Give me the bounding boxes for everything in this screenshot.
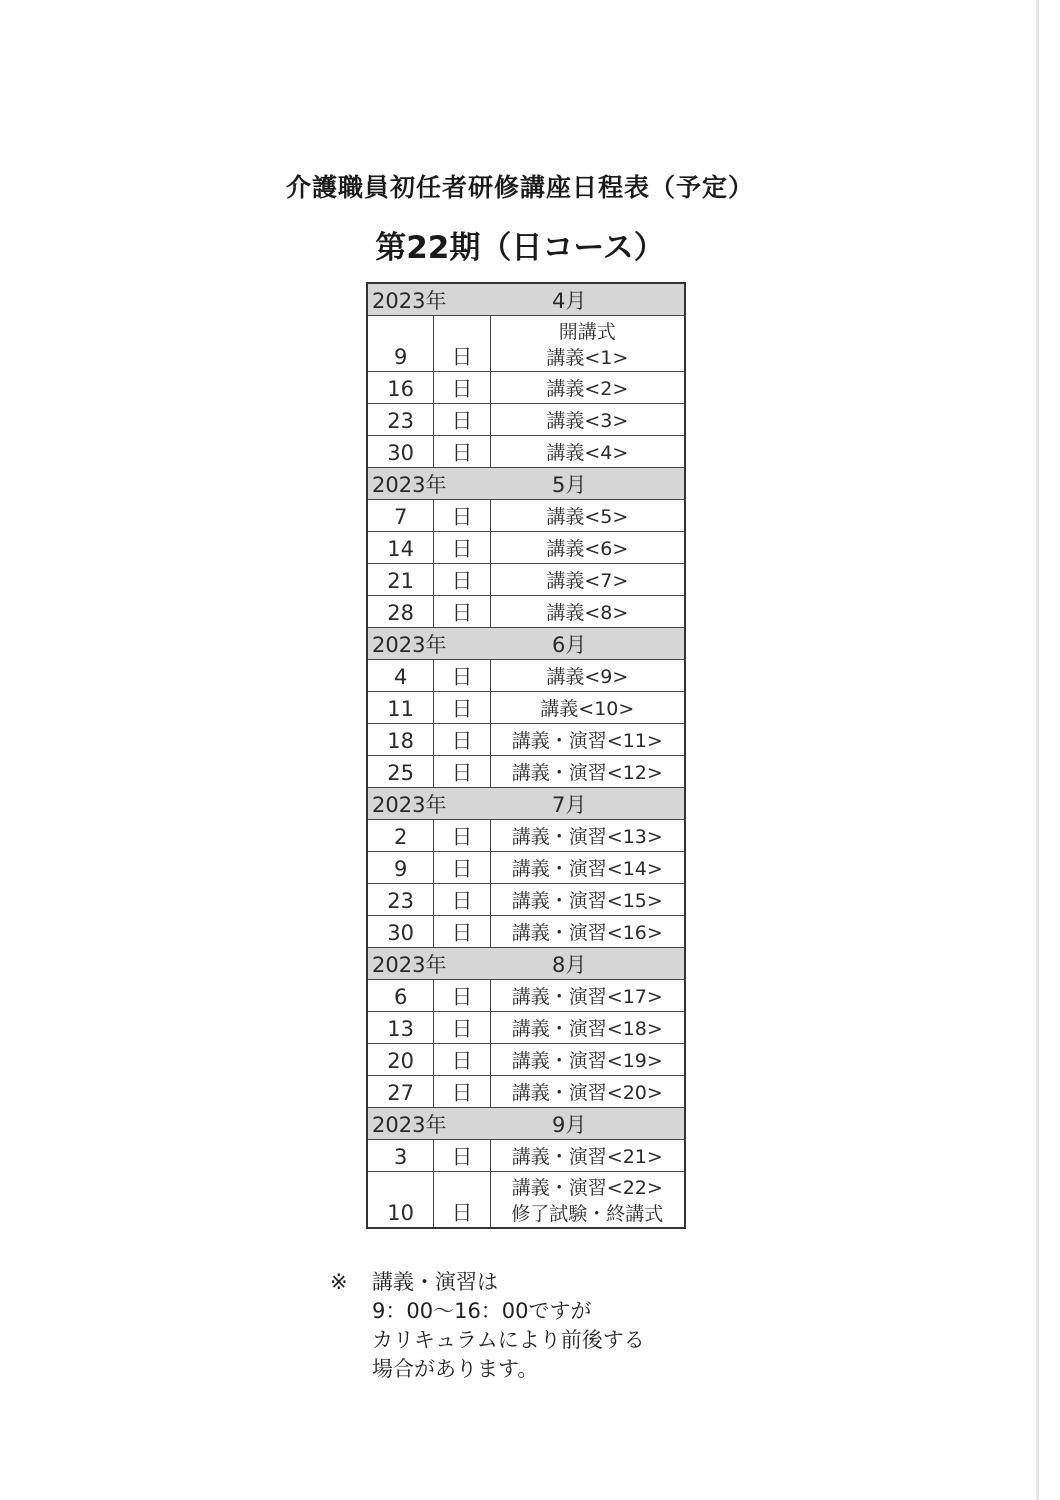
weekday-cell: 日	[434, 1172, 490, 1229]
schedule-row	[367, 564, 685, 596]
event-cell	[490, 316, 685, 372]
event-label: 講義・演習<17>	[511, 986, 663, 1008]
weekday-cell: 日	[434, 532, 490, 564]
day-cell: 25	[367, 756, 434, 788]
month-name: 8月	[552, 953, 587, 977]
day-cell: 4	[367, 660, 434, 692]
schedule-row	[367, 1012, 685, 1044]
weekday-cell: 日	[434, 1140, 490, 1172]
month-header-row	[367, 283, 685, 316]
page-subtitle: 第22期（日コース）	[375, 230, 665, 266]
schedule-row	[367, 316, 685, 372]
month-year: 2023年	[372, 289, 447, 313]
day-cell: 10	[367, 1172, 434, 1229]
event-label: 講義<4>	[546, 442, 629, 464]
month-name: 5月	[552, 473, 587, 497]
event-cell	[490, 884, 685, 916]
event-label: 講義・演習<18>	[511, 1018, 663, 1040]
schedule-row	[367, 1140, 685, 1172]
month-header-row	[367, 788, 685, 820]
schedule-row	[367, 980, 685, 1012]
day-cell: 11	[367, 692, 434, 724]
schedule-row	[367, 532, 685, 564]
schedule-row	[367, 436, 685, 468]
event-label: 講義・演習<15>	[511, 890, 663, 912]
month-year: 2023年	[372, 1113, 447, 1137]
schedule-row	[367, 596, 685, 628]
month-name: 7月	[552, 793, 587, 817]
schedule-table	[366, 282, 686, 1229]
day-cell: 28	[367, 596, 434, 628]
weekday-cell: 日	[434, 436, 490, 468]
day-cell: 30	[367, 436, 434, 468]
event-label: 講義・演習<11>	[511, 730, 663, 752]
weekday-cell: 日	[434, 1076, 490, 1108]
weekday-cell: 日	[434, 564, 490, 596]
month-header	[367, 948, 685, 980]
schedule-row	[367, 660, 685, 692]
event-cell	[490, 1172, 685, 1229]
page-title: 介護職員初任者研修講座日程表（予定）	[285, 173, 754, 202]
event-label: 講義<5>	[546, 506, 629, 528]
weekday-cell: 日	[434, 724, 490, 756]
month-year: 2023年	[372, 953, 447, 977]
event-cell	[490, 756, 685, 788]
month-name: 9月	[552, 1113, 587, 1137]
schedule-row	[367, 1076, 685, 1108]
schedule-row	[367, 852, 685, 884]
day-cell: 16	[367, 372, 434, 404]
day-cell: 7	[367, 500, 434, 532]
weekday-cell: 日	[434, 372, 490, 404]
weekday-cell: 日	[434, 820, 490, 852]
event-label: 講義・演習<21>	[511, 1146, 663, 1168]
footnote-line: カリキュラムにより前後する	[372, 1328, 645, 1352]
month-header	[367, 283, 685, 316]
event-label: 講義・演習<14>	[511, 858, 663, 880]
day-cell: 23	[367, 404, 434, 436]
event-cell	[490, 916, 685, 948]
event-label: 講義・演習<16>	[511, 922, 663, 944]
event-cell	[490, 820, 685, 852]
event-cell	[490, 1076, 685, 1108]
weekday-cell: 日	[434, 316, 490, 372]
weekday-cell: 日	[434, 916, 490, 948]
event-label: 講義・演習<19>	[511, 1050, 663, 1072]
event-label: 開講式	[558, 321, 616, 343]
event-cell	[490, 372, 685, 404]
event-label: 講義<9>	[546, 666, 629, 688]
day-cell: 3	[367, 1140, 434, 1172]
schedule-row	[367, 404, 685, 436]
day-cell: 30	[367, 916, 434, 948]
month-year: 2023年	[372, 793, 447, 817]
weekday-cell: 日	[434, 884, 490, 916]
schedule-row	[367, 820, 685, 852]
day-cell: 20	[367, 1044, 434, 1076]
event-label: 講義・演習<22>	[511, 1177, 663, 1199]
day-cell: 14	[367, 532, 434, 564]
day-cell: 6	[367, 980, 434, 1012]
weekday-cell: 日	[434, 1012, 490, 1044]
schedule-row	[367, 884, 685, 916]
schedule-row	[367, 756, 685, 788]
month-header	[367, 468, 685, 500]
month-header-row	[367, 948, 685, 980]
schedule-row	[367, 724, 685, 756]
month-header	[367, 1108, 685, 1140]
month-header-row	[367, 468, 685, 500]
event-cell	[490, 436, 685, 468]
schedule-row	[367, 1044, 685, 1076]
event-cell	[490, 564, 685, 596]
event-cell	[490, 1044, 685, 1076]
month-header	[367, 628, 685, 660]
schedule-row	[367, 692, 685, 724]
weekday-cell: 日	[434, 852, 490, 884]
event-cell	[490, 500, 685, 532]
event-cell	[490, 980, 685, 1012]
day-cell: 23	[367, 884, 434, 916]
footnote-line: 講義・演習は	[372, 1270, 498, 1294]
footnote-mark: ※	[330, 1270, 348, 1294]
weekday-cell: 日	[434, 756, 490, 788]
event-cell	[490, 1012, 685, 1044]
event-label: 講義・演習<12>	[511, 762, 663, 784]
weekday-cell: 日	[434, 980, 490, 1012]
event-cell	[490, 532, 685, 564]
event-cell	[490, 692, 685, 724]
weekday-cell: 日	[434, 660, 490, 692]
weekday-cell: 日	[434, 692, 490, 724]
month-year: 2023年	[372, 473, 447, 497]
event-label: 講義<8>	[546, 602, 629, 624]
month-header-row	[367, 628, 685, 660]
page-edge	[1036, 0, 1039, 1500]
month-header	[367, 788, 685, 820]
footnote-line: 場合があります。	[372, 1357, 539, 1381]
event-cell	[490, 404, 685, 436]
event-label: 講義・演習<20>	[511, 1082, 663, 1104]
event-label: 修了試験・終講式	[511, 1203, 664, 1225]
event-cell	[490, 596, 685, 628]
weekday-cell: 日	[434, 1044, 490, 1076]
day-cell: 13	[367, 1012, 434, 1044]
event-cell	[490, 1140, 685, 1172]
event-label: 講義<3>	[546, 410, 629, 432]
day-cell: 27	[367, 1076, 434, 1108]
month-name: 6月	[552, 633, 587, 657]
schedule-row	[367, 1172, 685, 1229]
event-cell	[490, 852, 685, 884]
month-name: 4月	[552, 289, 587, 313]
event-label: 講義・演習<13>	[511, 826, 663, 848]
event-cell	[490, 724, 685, 756]
month-header-row	[367, 1108, 685, 1140]
event-cell	[490, 660, 685, 692]
weekday-cell: 日	[434, 404, 490, 436]
footnote-line: 9：00〜16：00ですが	[372, 1299, 592, 1323]
event-label: 講義<2>	[546, 378, 629, 400]
schedule-row	[367, 916, 685, 948]
weekday-cell: 日	[434, 500, 490, 532]
event-label: 講義<7>	[546, 570, 629, 592]
day-cell: 18	[367, 724, 434, 756]
event-label: 講義<1>	[546, 347, 629, 369]
day-cell: 9	[367, 316, 434, 372]
event-label: 講義<6>	[546, 538, 629, 560]
schedule-row	[367, 500, 685, 532]
weekday-cell: 日	[434, 596, 490, 628]
day-cell: 9	[367, 852, 434, 884]
schedule-row	[367, 372, 685, 404]
event-label: 講義<10>	[540, 698, 635, 720]
day-cell: 2	[367, 820, 434, 852]
month-year: 2023年	[372, 633, 447, 657]
day-cell: 21	[367, 564, 434, 596]
